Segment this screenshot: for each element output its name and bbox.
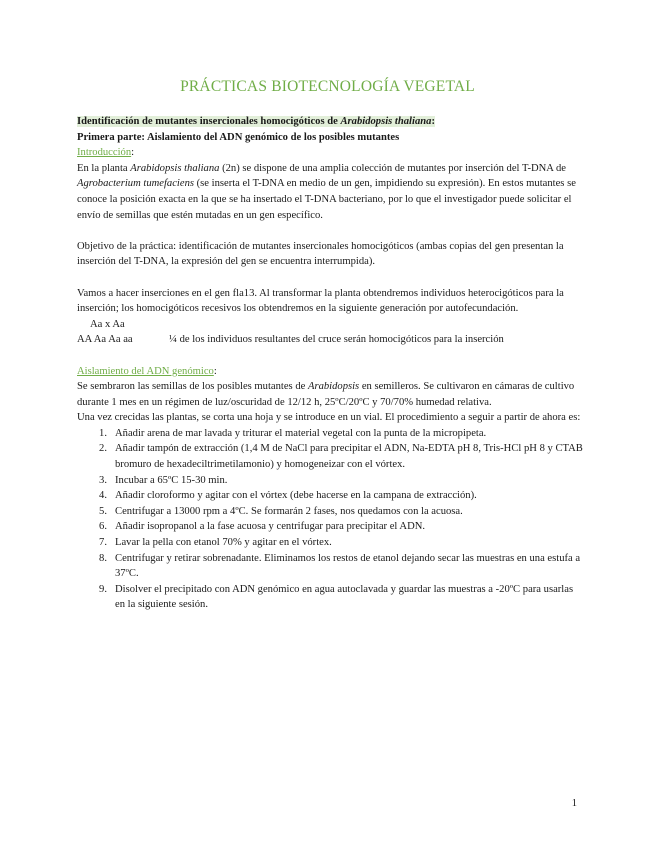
step-text: Añadir cloroformo y agitar con el vórtex (debe hacerse en la campana de extracción). bbox=[115, 490, 477, 502]
step-text: Centrifugar a 13000 rpm a 4ºC. Se formarán 2 fases, nos quedamos con la acuosa. bbox=[115, 505, 463, 517]
offspring-note: ¼ de los individuos resultantes del cruce serán homocigóticos para la inserción bbox=[169, 334, 504, 346]
intro-label-colon: : bbox=[131, 147, 135, 159]
subsection-lead: Primera parte: bbox=[77, 131, 145, 143]
step-number: 5. bbox=[99, 505, 107, 517]
step-text: Centrifugar y retirar sobrenadante. Eliminamos los restos de etanol dejando secar las muestras en una estufa a 37ºC. bbox=[115, 552, 581, 580]
intro-text-c: (se inserta el T-DNA en medio de un gen, impidiendo su expresión). En estos mutantes se conoce la posición exacta en la que se ha insertado el T-DNA bacteriano, por lo que el investigador puede solicitar el envío de semillas que estén mutadas en un gen específico. bbox=[77, 178, 576, 221]
step-text: Disolver el precipitado con ADN genómico en agua autoclavada y guardar las muestras a -20ºC para usarlas en la siguiente sesión. bbox=[115, 583, 574, 611]
step-number: 2. bbox=[99, 443, 107, 455]
intro-text-a: En la planta bbox=[77, 162, 131, 174]
list-item bbox=[77, 473, 583, 489]
heading-colon: : bbox=[431, 116, 435, 127]
step-number: 3. bbox=[99, 474, 107, 486]
isolation-genus: Arabidopsis bbox=[307, 381, 360, 393]
step-text: Lavar la pella con etanol 70% y agitar en el vórtex. bbox=[115, 537, 332, 549]
subsection-heading bbox=[77, 130, 583, 146]
list-item bbox=[77, 504, 583, 520]
list-item bbox=[77, 426, 583, 442]
list-item bbox=[77, 535, 583, 551]
heading-species: Arabidopsis thaliana bbox=[340, 116, 432, 127]
intro-text-b: (2n) se dispone de una amplia colección de mutantes por inserción del T-DNA de bbox=[219, 162, 566, 174]
procedure-intro: Una vez crecidas las plantas, se corta una hoja y se introduce en un vial. El procedimiento a seguir a partir de ahora es: bbox=[77, 412, 581, 424]
step-number: 9. bbox=[99, 583, 107, 595]
step-number: 6. bbox=[99, 521, 107, 533]
cross-line-parents: Aa x Aa bbox=[90, 318, 125, 330]
isolation-label-text: Aislamiento del ADN genómico bbox=[77, 365, 214, 377]
isolation-label bbox=[77, 364, 583, 380]
list-item bbox=[77, 551, 583, 582]
document-body bbox=[77, 114, 583, 613]
list-item bbox=[77, 582, 583, 613]
intro-paragraph bbox=[77, 161, 583, 223]
section-heading bbox=[77, 114, 583, 130]
step-text: Incubar a 65ºC 15-30 min. bbox=[115, 474, 228, 486]
intro-species: Arabidopsis thaliana bbox=[130, 162, 220, 174]
isolation-text-b: en semilleros. Se cultivaron en cámaras de cultivo durante 1 mes en un régimen de luz/oscuridad de 12/12 h, 25ºC/20ºC y 70/70% humedad relativa. bbox=[77, 381, 575, 408]
heading-highlight bbox=[77, 116, 435, 127]
isolation-paragraph bbox=[77, 379, 583, 410]
list-item bbox=[77, 488, 583, 504]
isolation-text-a: Se sembraron las semillas de los posibles mutantes de bbox=[77, 381, 308, 393]
procedure-steps bbox=[77, 426, 583, 613]
subsection-title: Aislamiento del ADN genómico de los posibles mutantes bbox=[144, 131, 400, 143]
step-text: Añadir tampón de extracción (1,4 M de NaCl para precipitar el ADN, Na-EDTA pH 8, Tris-HCl pH 8 y CTAB bromuro de hexadeciltrimetilamonio) y homogeneizar con el vórtex. bbox=[115, 443, 583, 471]
objective-paragraph: Objetivo de la práctica: identificación de mutantes insercionales homocigóticos (ambas copias del gen presentan la inserción del T-DNA, la expresión del gen se encuentra interrumpida). bbox=[77, 240, 564, 268]
step-number: 4. bbox=[99, 490, 107, 502]
heading-text: Identificación de mutantes insercionales homocigóticos de bbox=[77, 116, 341, 127]
intro-bacteria: Agrobacterium tumefaciens bbox=[77, 178, 194, 190]
step-text: Añadir arena de mar lavada y triturar el material vegetal con la punta de la micropipeta. bbox=[115, 427, 487, 439]
list-item bbox=[77, 441, 583, 472]
intro-label bbox=[77, 145, 583, 161]
step-number: 8. bbox=[99, 552, 107, 564]
intro-label-text: Introducción bbox=[77, 147, 132, 159]
cross-line-offspring bbox=[77, 332, 583, 348]
document-title: PRÁCTICAS BIOTECNOLOGÍA VEGETAL bbox=[180, 78, 475, 95]
offspring-genotypes: AA Aa Aa aa bbox=[77, 334, 133, 346]
step-text: Añadir isopropanol a la fase acuosa y centrifugar para precipitar el ADN. bbox=[115, 521, 426, 533]
step-number: 7. bbox=[99, 537, 107, 549]
list-item bbox=[77, 519, 583, 535]
page-number: 1 bbox=[571, 798, 577, 809]
isolation-label-colon: : bbox=[213, 365, 217, 377]
step-number: 1. bbox=[99, 427, 107, 439]
insertion-paragraph: Vamos a hacer inserciones en el gen fla13. Al transformar la planta obtendremos individuos heterocigóticos para la inserción; los homocigóticos recesivos los obtendremos en la siguiente generación por autofecundación. bbox=[77, 287, 564, 315]
